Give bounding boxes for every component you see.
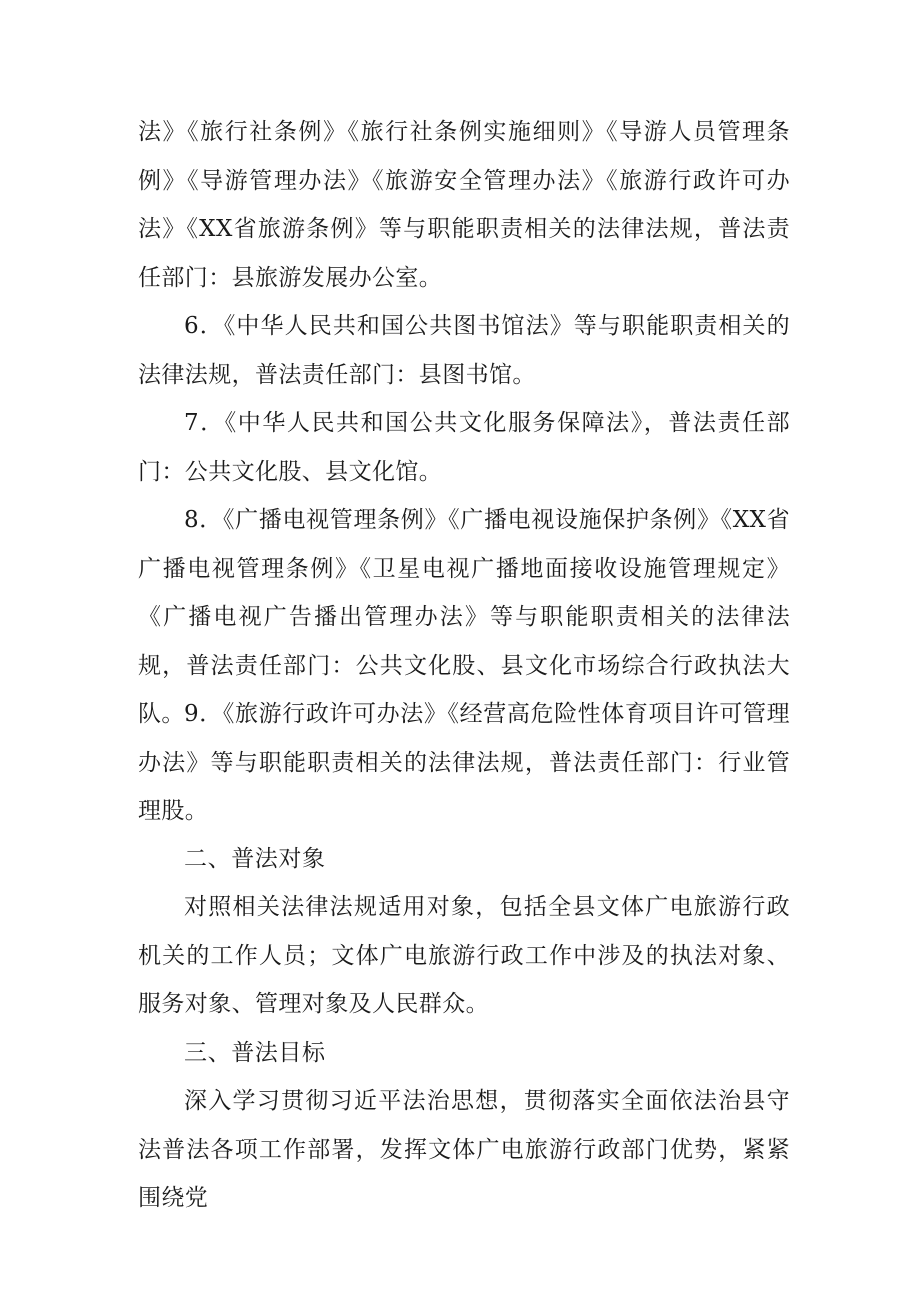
paragraph-goals: 深入学习贯彻习近平法治思想，贯彻落实全面依法治县守法普法各项工作部署，发挥文体广电旅游行政部门优势，紧紧围绕党 (138, 1088, 790, 1211)
section-heading-goals: 三、普法目标 (184, 1040, 326, 1066)
section-heading-targets: 二、普法对象 (184, 846, 326, 872)
paragraph-item-8: 8．《广播电视管理条例》《广播电视设施保护条例》《XX省广播电视管理条例》《卫星电视广播地面接收设施管理规定》《广播电视广告播出管理办法》等与职能职责相关的法律法规，普法责任部门：公共文化股、县文化市场综合行政执法大队。 (138, 507, 790, 727)
paragraph-targets: 对照相关法律法规适用对象，包括全县文体广电旅游行政机关的工作人员；文体广电旅游行政工作中涉及的执法对象、服务对象、管理对象及人民群众。 (138, 894, 790, 1017)
paragraph-item-6: 6．《中华人民共和国公共图书馆法》等与职能职责相关的法律法规，普法责任部门：县图书馆。 (138, 313, 790, 388)
paragraph-item-9: 9．《旅游行政许可办法》《经营高危险性体育项目许可管理办法》等与职能职责相关的法律法规，普法责任部门：行业管理股。 (138, 701, 790, 824)
paragraph-law-list-continued: 法》《旅行社条例》《旅行社条例实施细则》《导游人员管理条例》《导游管理办法》《旅游安全管理办法》《旅游行政许可办法》《XX省旅游条例》等与职能职责相关的法律法规，普法责任部门：县旅游发展办公室。 (138, 119, 790, 291)
paragraph-item-7: 7．《中华人民共和国公共文化服务保障法》，普法责任部门：公共文化股、县文化馆。 (138, 410, 790, 485)
